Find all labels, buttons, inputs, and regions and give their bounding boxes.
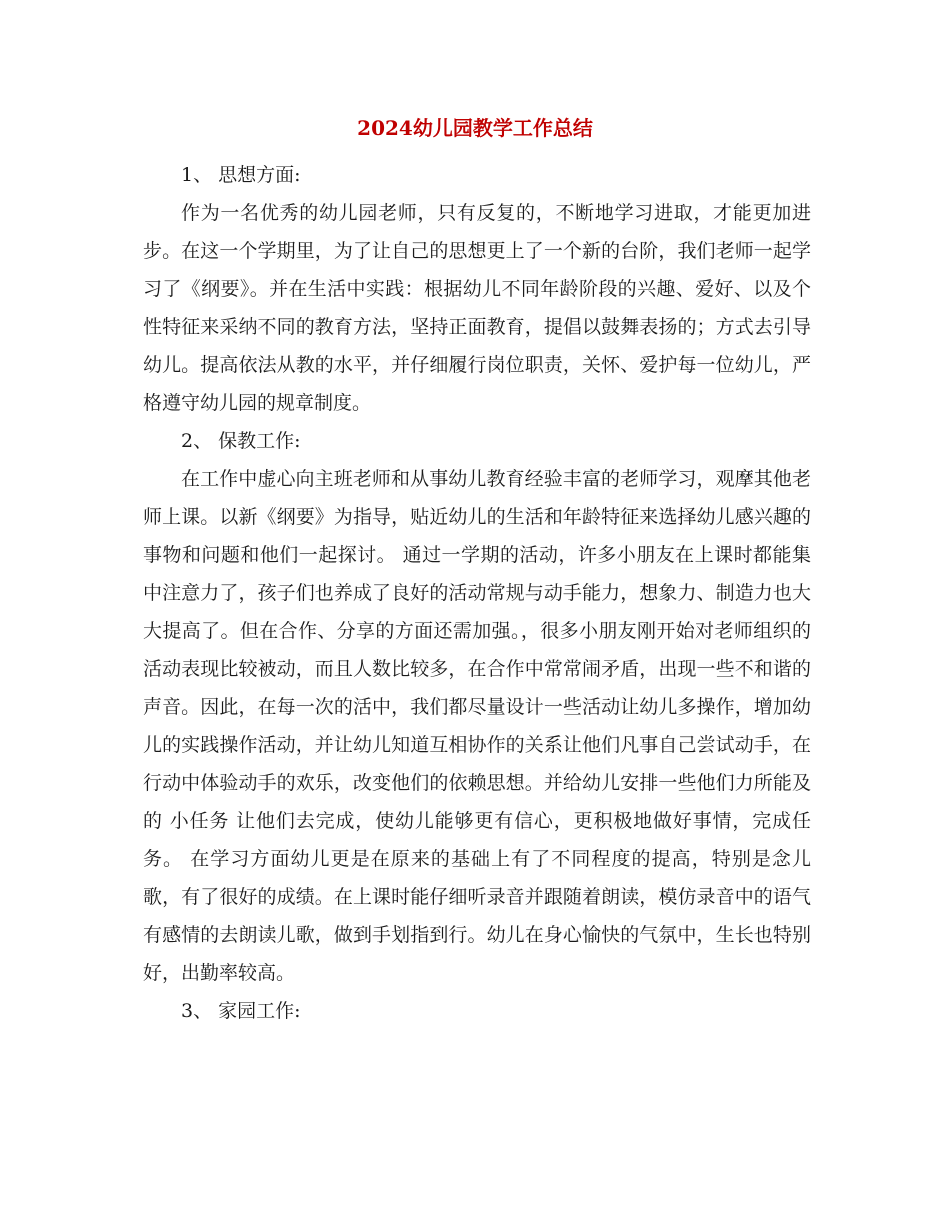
section-heading-care-education: 2、 保教工作: — [181, 430, 301, 452]
document-title: 2024幼儿园教学工作总结 — [357, 116, 593, 140]
paragraph-thought: 作为一名优秀的幼儿园老师，只有反复的，不断地学习进取，才能更加进步。在这一个学期里，为了让自己的思想更上了一个新的台阶，我们老师一起学习了《纲要》。并在生活中实践：根据幼儿不同年龄阶段的兴趣、爱好、以及个性特征来采纳不同的教育方法，坚持正面教育，提倡以鼓舞表扬的；方式去引导幼儿。提高依法从教的水平，并仔细履行岗位职责，关怀、爱护每一位幼儿，严格遵守幼儿园的规章制度。 — [143, 202, 811, 414]
section-heading-home-school: 3、 家园工作: — [181, 1000, 301, 1022]
section-heading-thought: 1、 思想方面: — [181, 164, 301, 186]
paragraph-care-education: 在工作中虚心向主班老师和从事幼儿教育经验丰富的老师学习，观摩其他老师上课。以新《纲要》为指导，贴近幼儿的生活和年龄特征来选择幼儿感兴趣的事物和问题和他们一起探讨。 通过一学期的活动，许多小朋友在上课时都能集中注意力了，孩子们也养成了良好的活动常规与动手能力，想象力、制造力也大大提高了。但在合作、分享的方面还需加强。，很多小朋友刚开始对老师组织的活动表现比较被动，而且人数比较多，在合作中常常闹矛盾，出现一些不和谐的声音。因此，在每一次的活中，我们都尽量设计一些活动让幼儿多操作，增加幼儿的实践操作活动，并让幼儿知道互相协作的关系让他们凡事自己尝试动手，在行动中体验动手的欢乐，改变他们的依赖思想。并给幼儿安排一些他们力所能及的 小任务 让他们去完成，使幼儿能够更有信心，更积极地做好事情，完成任务。 在学习方面幼儿更是在原来的基础上有了不同程度的提高，特别是念儿歌，有了很好的成绩。在上课时能仔细听录音并跟随着朗读，模仿录音中的语气有感情的去朗读儿歌，做到手划指到行。幼儿在身心愉快的气氛中，生长也特别好，出勤率较高。 — [143, 468, 811, 984]
document-body — [143, 156, 811, 1030]
